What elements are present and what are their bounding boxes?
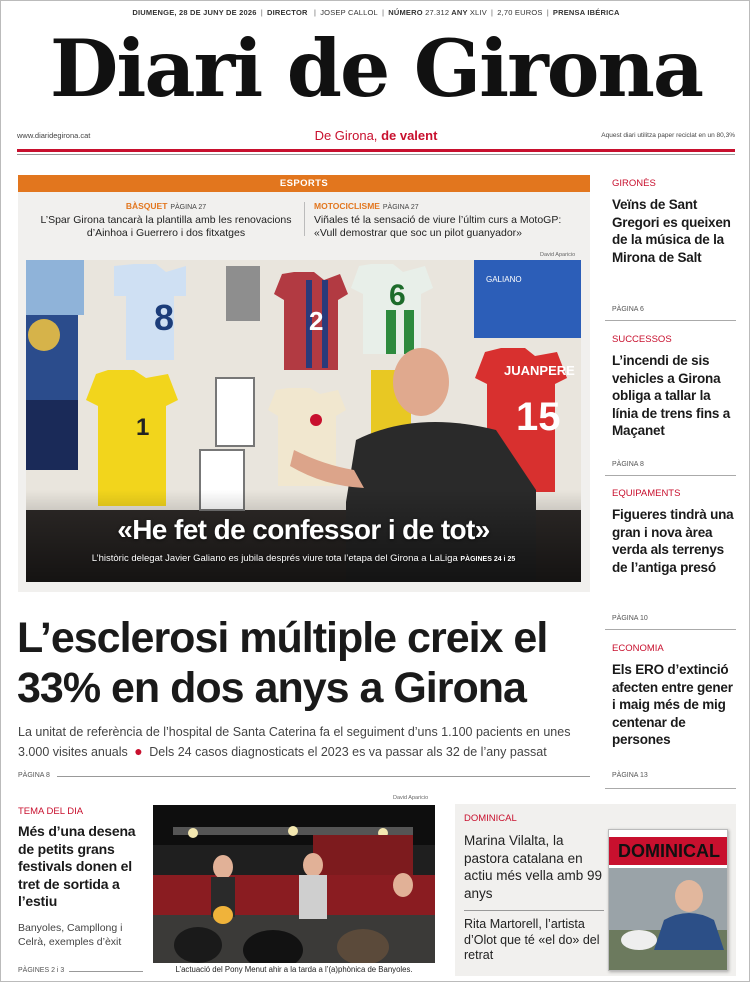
dominical-headline-2[interactable]: Rita Martorell, l’artista d’Olot que té «el do» del retrat [464,917,600,962]
magazine-title: DOMINICAL [609,837,728,865]
rc-page-equipaments[interactable]: PÀGINA 10 [612,615,648,622]
festival-photo[interactable] [153,805,435,963]
photo-overlay-label: GALIANO [486,275,522,284]
tema-rule [69,971,143,972]
magazine-illustration [609,830,728,971]
issue-meta: DIUMENGE, 28 DE JUNY DE 2026 | DIRECTOR | JOSEP CALLOL | NÚMERO 27.312 ANY XLIV | 2,70 EUROS | PRENSA IBÉRICA [132,8,620,17]
price: 2,70 EUROS [497,8,543,17]
main-lead: La unitat de referència de l’hospital de Santa Caterina fa el seguiment d’uns 1.100 pacients en unes 3.000 visites anuals ● Dels 24 casos diagnosticats el 2023 es va passar als 32 de l’any passat [18,725,571,759]
photo-caption: L’històric delegat Javier Galiano es jubila després viure tota l’etapa del Girona a LaLiga PÀGINES 24 i 25 [91,553,516,564]
shirt-number-1: 1 [136,414,150,441]
rc-item-equipaments[interactable]: EQUIPAMENTS Figueres tindrà una gran i nova àrea verda als terrenys de l’antiga presó [612,488,734,575]
basquet-teaser[interactable]: BÀSQUET PÀGINA 27 L’Spar Girona tancarà la plantilla amb les renovacions d’Ainhoa i Guerrero i dos fitxatges [40,201,292,239]
main-headline[interactable]: L’esclerosi múltiple creix el 33% en dos anys a Girona [17,614,548,712]
main-page-ref[interactable]: PÀGINA 8 [18,772,50,779]
motociclisme-teaser[interactable]: MOTOCICLISME PÀGINA 27 Viñales té la sensació de viure l’últim curs a MotoGP: «Vull demostrar que soc un pilot guanyador» [314,201,562,239]
rc-rule [605,320,736,321]
teaser-divider [304,202,305,236]
rc-item-successos[interactable]: SUCCESSOS L’incendi de sis vehicles a Girona obliga a tallar la línia de trens fins a Maçanet [612,334,731,438]
dominical-magazine-cover[interactable] [608,829,728,971]
dominical-kicker: DOMINICAL [464,813,517,824]
rc-item-economia[interactable]: ECONOMIA Els ERO d’extinció afecten entre gener i maig més de mig centenar de persones [612,643,733,747]
shirt-number-2: 2 [309,306,324,336]
masthead-gray-rule [17,154,735,155]
photo-credit: David Aparicio [540,252,576,258]
shirt-number-15: 15 [516,395,561,439]
rc-rule [605,475,736,476]
shirt-blue-left [26,260,84,315]
main-rule [57,776,590,777]
dominical-rule [464,910,604,911]
photo-quote: «He fet de confessor i de tot» [117,514,490,545]
bullet-icon: ● [134,743,143,759]
rc-page-successos[interactable]: PÀGINA 8 [612,461,644,468]
festival-illustration [153,805,435,963]
tema-del-dia-kicker: TEMA DEL DIA [18,806,84,817]
rc-page-girones[interactable]: PÀGINA 6 [612,306,644,313]
galiano-photo[interactable] [26,260,581,582]
tema-del-dia-headline[interactable]: Més d’una desena de petits grans festivals donen el tret de sortida a l’estiu [18,823,136,909]
issue-date: DIUMENGE, 28 DE JUNY DE 2026 [132,8,257,17]
masthead-logo[interactable]: Diari de Girona [49,22,703,115]
rc-rule [605,788,736,789]
photo2-credit: David Aparicio [393,795,429,801]
slogan: De Girona, de valent [314,128,438,143]
issue-number: 27.312 [425,8,450,17]
tema-page-ref[interactable]: PÀGINES 2 i 3 [18,967,65,974]
dominical-box[interactable] [455,804,736,976]
shirt-number-8: 8 [154,297,175,338]
sub-masthead [17,127,735,145]
dominical-headline-1[interactable]: Marina Vilalta, la pastora catalana en actiu més vella amb 99 anys [464,833,603,901]
group-name: PRENSA IBÉRICA [552,8,620,17]
recycled-note: Aquest diari utilitza paper reciclat en un 80,3% [601,132,735,139]
shirt-name: JUANPERE [504,363,575,378]
site-url[interactable]: www.diaridegirona.cat [17,131,91,140]
director-name: JOSEP CALLOL [320,8,378,17]
masthead-red-rule [17,149,735,152]
rc-page-economia[interactable]: PÀGINA 13 [612,772,648,779]
festival-caption: L’actuació del Pony Menut ahir a la tarda a l’(a)phònica de Banyoles. [175,965,413,974]
tema-del-dia-sub: Banyoles, Campllong i Celrà, exemples d’èxit [18,922,123,948]
shirt-number-6: 6 [389,279,406,312]
rc-item-girones[interactable]: GIRONÈS Veïns de Sant Gregori es queixen de la música de la Mirona de Salt [612,178,731,265]
rc-rule [605,629,736,630]
section-esports-label[interactable]: ESPORTS [18,175,590,192]
